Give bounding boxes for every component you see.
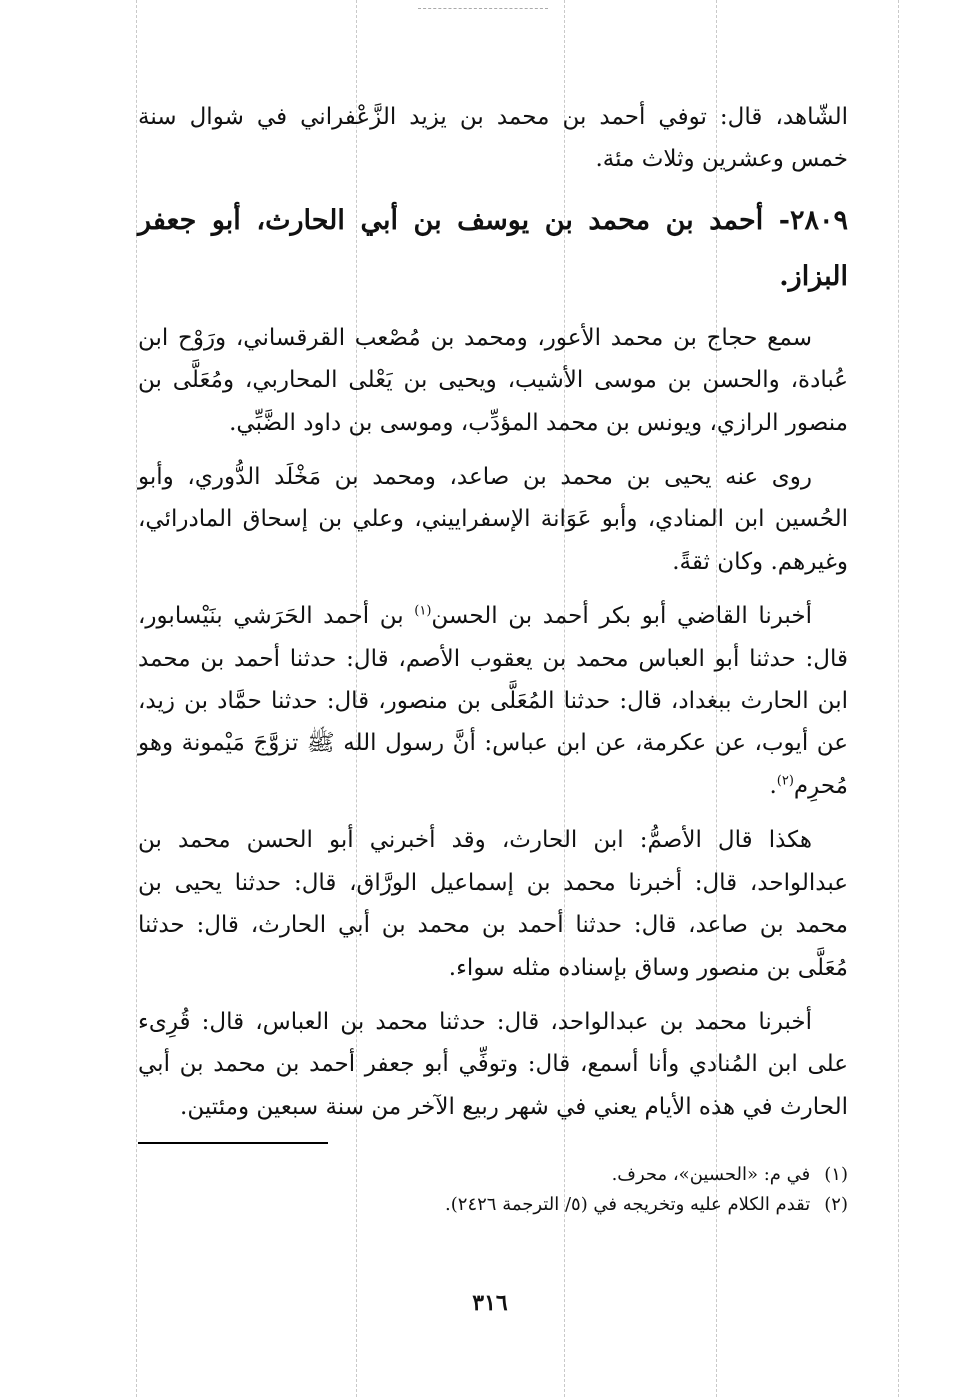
paragraph-text: . <box>769 772 777 799</box>
paragraph: هكذا قال الأصمُّ: ابن الحارث، وقد أخبرني أبو الحسن محمد بن عبدالواحد، قال: أخبرنا محمد بن إسماعيل الورَّاق، قال: حدثنا يحيى بن محمد بن صاعد، قال: حدثنا أحمد بن محمد بن أبي الحارث، قال: حدثنا مُعَلَّى بن منصور وساق بإسناده مثله سواء. <box>138 827 848 981</box>
scan-guide-line <box>898 0 899 1397</box>
paragraph-text: أخبرنا القاضي أبو بكر أحمد بن الحسن <box>431 603 812 630</box>
page-body <box>138 96 848 1220</box>
footnote <box>138 1160 848 1190</box>
footnote-number: (٢) <box>824 1194 848 1216</box>
paragraph: سمع حجاج بن محمد الأعور، ومحمد بن مُصْعب القرقساني، ورَوْح ابن عُبادة، والحسن بن موسى الأشيب، ويحيى بن يَعْلى المحاربي، ومُعَلَّى بن منصور الرازي، ويونس بن محمد المؤدِّب، وموسى بن داود الضَّبِّي. <box>138 324 848 436</box>
scan-top-mark <box>418 8 548 9</box>
footnote-text: في م: «الحسين»، محرف. <box>611 1164 811 1186</box>
scan-guide-line <box>136 0 137 1397</box>
footnote <box>138 1190 848 1220</box>
paragraph: أخبرنا محمد بن عبدالواحد، قال: حدثنا محمد بن العباس، قال: قُرِىء على ابن المُنادي وأنا أسمع، قال: وتوفِّي أبو جعفر أحمد بن محمد بن أبي الحارث في هذه الأيام يعني في شهر ربيع الآخر من سنة سبعين ومئتين. <box>138 1008 848 1120</box>
paragraph <box>138 595 848 807</box>
paragraph: الشّاهد، قال: توفي أحمد بن محمد بن يزيد الزَّعْفراني في شوال سنة خمس وعشرين وثلاث مئة. <box>138 104 848 173</box>
paragraph-text: بن أحمد الحَرَشي بنَيْسابور، قال: حدثنا أبو العباس محمد بن يعقوب الأصم، قال: حدثنا أحمد بن محمد ابن الحارث ببغداد، قال: حدثنا المُعَلَّى بن منصور، قال: حدثنا حمَّاد بن زيد، عن أيوب، عن عكرمة، عن ابن عباس: أنَّ رسول الله ﷺ تزوَّجَ مَيْمونة وهو مُحرِم <box>138 603 848 799</box>
page-number: ٣١٦ <box>472 1290 508 1316</box>
entry-heading: ٢٨٠٩- أحمد بن محمد بن يوسف بن أبي الحارث، أبو جعفر البزاز. <box>138 204 848 292</box>
footnote-separator <box>138 1142 328 1144</box>
footnote-marker: (٢) <box>776 773 794 789</box>
footnote-number: (١) <box>824 1164 848 1186</box>
footnote-marker: (١) <box>414 603 432 619</box>
footnote-text: تقدم الكلام عليه وتخريجه في (٥/ الترجمة ٢٤٢٦). <box>445 1194 811 1216</box>
paragraph: روى عنه يحيى بن محمد بن صاعد، ومحمد بن مَخْلَد الدُّوري، وأبو الحُسين ابن المنادي، وأبو عَوَانة الإسفراييني، وعلي بن إسحاق المادرائي، وغيرهم. وكان ثقةً. <box>138 464 848 575</box>
